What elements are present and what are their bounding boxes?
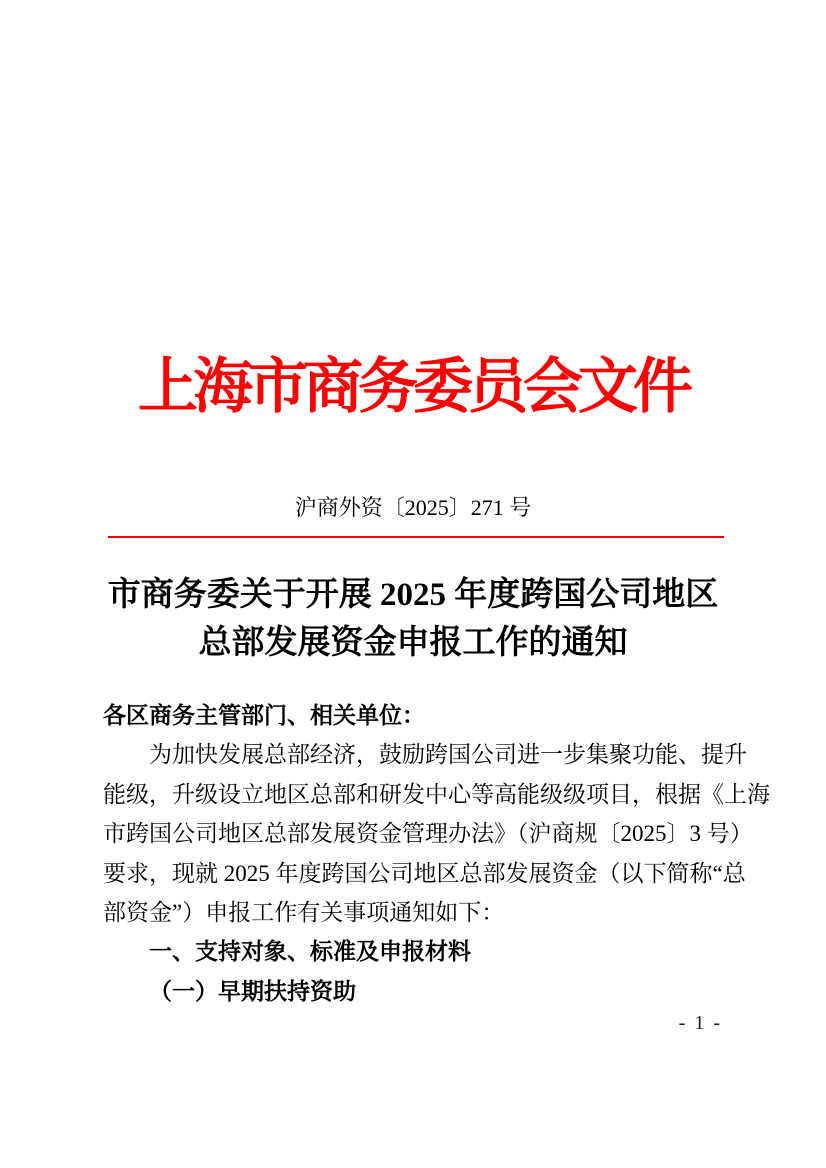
section-heading: 一、支持对象、标准及申报材料: [149, 938, 471, 965]
page-number: - 1 -: [678, 1012, 722, 1034]
document-title-line-2: 总部发展资金申报工作的通知: [198, 625, 628, 661]
paragraph-line: 市跨国公司地区总部发展资金管理办法》（沪商规〔2025〕3 号）: [103, 821, 753, 847]
document-number: 沪商外资〔2025〕271 号: [294, 495, 532, 520]
red-divider-line: [108, 536, 724, 538]
paragraph-line: 为加快发展总部经济，鼓励跨国公司进一步集聚功能、提升: [149, 742, 747, 768]
paragraph-line: 部资金”）申报工作有关事项通知如下：: [103, 900, 505, 926]
paragraph-line: 要求，现就 2025 年度跨国公司地区总部发展资金（以下简称“总: [103, 860, 746, 886]
letterhead-title: 上海市商务委员会文件: [138, 354, 688, 420]
subsection-heading: （一）早期扶持资助: [149, 978, 356, 1004]
salutation: 各区商务主管部门、相关单位：: [103, 702, 425, 728]
paragraph-line: 能级，升级设立地区总部和研发中心等高能级级项目，根据《上海: [103, 781, 770, 807]
document-title-line-1: 市商务委关于开展 2025 年度跨国公司地区: [107, 577, 719, 613]
document-body: [103, 696, 770, 1011]
document-title: [0, 571, 826, 667]
